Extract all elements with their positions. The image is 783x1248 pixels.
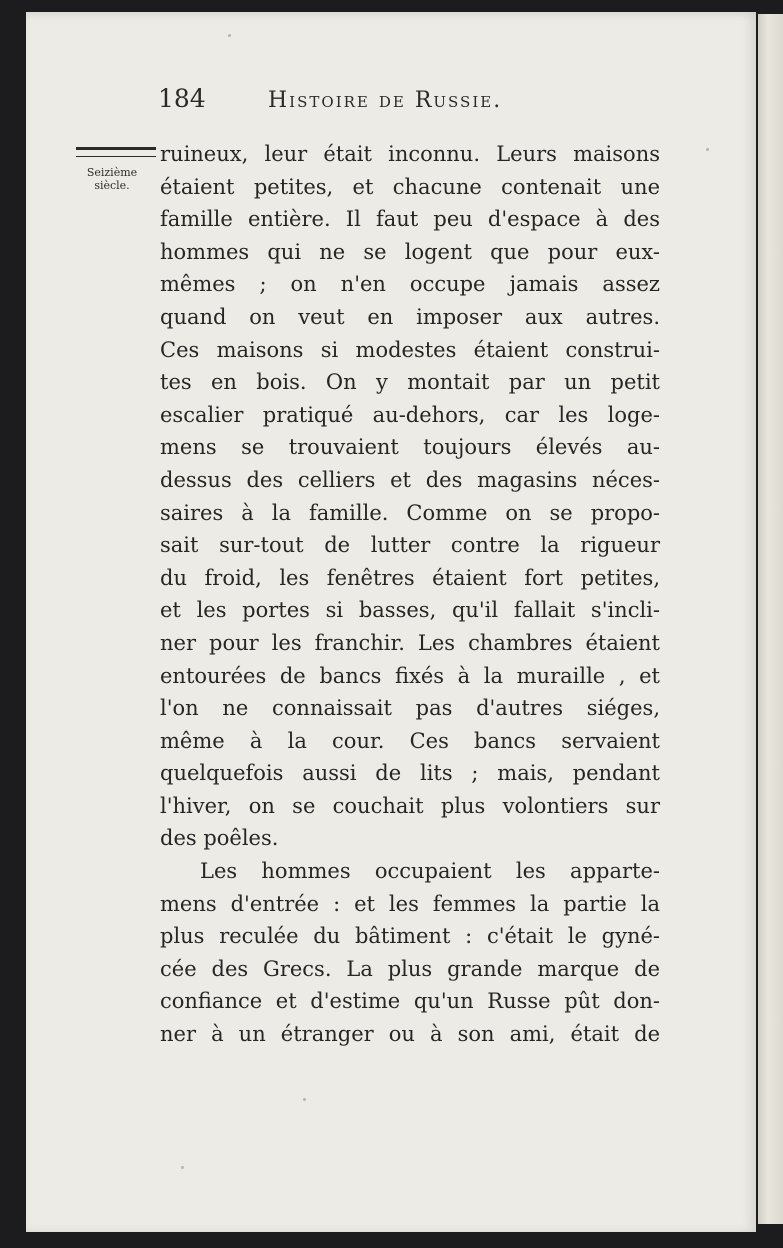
text-line: étaient petites, et chacune contenait une [160, 174, 660, 199]
paragraph-start-line: Les hommes occupaient les apparte- [200, 859, 660, 884]
text-line: saires à la famille. Comme on se propo- [160, 500, 660, 525]
page-header [158, 84, 658, 124]
margin-note-line: siècle. [94, 179, 130, 192]
paper-speck [303, 1098, 306, 1101]
text-line: cée des Grecs. La plus grande marque de [160, 956, 660, 981]
text-line: plus reculée du bâtiment : c'était le gyné- [160, 924, 660, 949]
text-line: entourées de bancs fixés à la muraille , et [160, 663, 660, 688]
margin-note [80, 166, 144, 192]
text-line: famille entière. Il faut peu d'espace à des [160, 207, 660, 232]
paper-speck [228, 34, 231, 37]
text-line: ner pour les franchir. Les chambres étaient [160, 630, 660, 655]
text-line: confiance et d'estime qu'un Russe pût don- [160, 989, 660, 1014]
text-line: ner à un étranger ou à son ami, était de [160, 1022, 660, 1047]
paper-speck [181, 1166, 184, 1169]
text-line: l'on ne connaissait pas d'autres siéges, [160, 696, 660, 721]
text-line: et les portes si basses, qu'il fallait s'incli- [160, 598, 660, 623]
text-line: escalier pratiqué au-dehors, car les loge- [160, 402, 660, 427]
text-line: hommes qui ne se logent que pour eux- [160, 239, 660, 264]
text-line: sait sur-tout de lutter contre la rigueur [160, 533, 660, 558]
text-line: ruineux, leur était inconnu. Leurs maisons [160, 142, 660, 166]
text-line: l'hiver, on se couchait plus volontiers sur [160, 793, 660, 818]
text-line: même à la cour. Ces bancs servaient [160, 728, 660, 753]
running-title: Histoire de Russie. [268, 88, 503, 113]
text-line: mens se trouvaient toujours élevés au- [160, 435, 660, 460]
text-line: quand on veut en imposer aux autres. [160, 304, 660, 329]
text-line: Ces maisons si modestes étaient construi- [160, 337, 660, 362]
text-line: dessus des celliers et des magasins néces- [160, 467, 660, 492]
page-number: 184 [158, 84, 206, 113]
body-text [160, 138, 660, 1051]
next-page-edge [758, 14, 783, 1224]
paper-speck [706, 148, 709, 151]
text-line: du froid, les fenêtres étaient fort petites, [160, 565, 660, 590]
margin-rule [76, 147, 156, 157]
text-line: quelquefois aussi de lits ; mais, pendant [160, 761, 660, 786]
margin-note-line: Seizième [86, 166, 138, 179]
text-line: des poêles. [160, 826, 279, 851]
text-line: tes en bois. On y montait par un petit [160, 370, 660, 395]
text-line: mêmes ; on n'en occupe jamais assez [160, 272, 660, 297]
text-line: mens d'entrée : et les femmes la partie la [160, 891, 660, 916]
